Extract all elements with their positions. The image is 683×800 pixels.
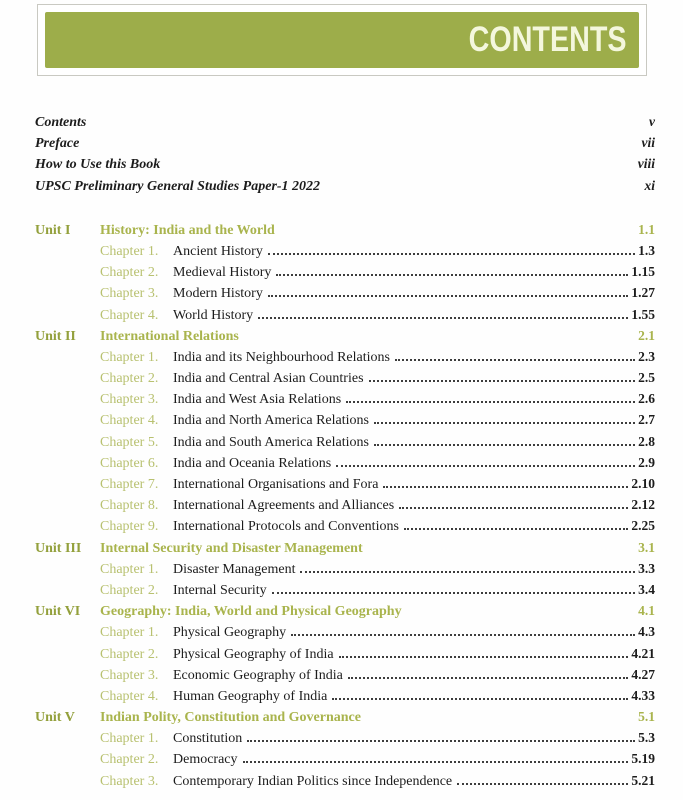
- page-number: 4.33: [631, 687, 655, 703]
- unit-title: Indian Polity, Constitution and Governance: [100, 710, 361, 726]
- chapter-row: [35, 730, 655, 751]
- chapter-row: [35, 391, 655, 412]
- front-matter-title: Contents: [35, 115, 87, 130]
- chapter-row: [35, 497, 655, 518]
- chapter-label: Chapter 4.: [100, 688, 159, 704]
- page-number: 5.21: [631, 772, 655, 788]
- dot-leader: [332, 698, 628, 700]
- chapter-title: International Agreements and Alliances: [173, 498, 395, 514]
- dot-leader: [258, 317, 628, 319]
- chapter-label: Chapter 2.: [100, 646, 159, 662]
- dot-leader: [300, 571, 635, 573]
- chapter-title: Constitution: [173, 731, 243, 747]
- unit-number: Unit II: [35, 328, 76, 344]
- chapter-title: International Organisations and Fora: [173, 477, 379, 492]
- unit-row: [35, 328, 655, 349]
- dot-leader: [336, 465, 635, 467]
- page-number: 2.7: [638, 412, 655, 428]
- chapter-title: India and Central Asian Countries: [173, 371, 364, 387]
- chapter-row: [35, 307, 655, 328]
- chapter-row: [35, 370, 655, 391]
- page-number: 4.3: [638, 624, 655, 640]
- page-number: 1.27: [631, 285, 655, 301]
- unit-row: [35, 603, 655, 624]
- dot-leader: [272, 592, 635, 594]
- page-number: 3.1: [638, 539, 655, 555]
- dot-leader: [395, 359, 635, 361]
- page-number: 4.27: [631, 666, 655, 682]
- unit-row: [35, 709, 655, 730]
- front-matter-row: [35, 156, 655, 177]
- contents-banner-bar: [45, 12, 639, 68]
- page-number: vii: [641, 135, 655, 151]
- unit-number: Unit V: [35, 710, 75, 726]
- chapter-label: Chapter 1.: [100, 625, 159, 641]
- unit-row: [35, 540, 655, 561]
- chapter-title: Human Geography of India: [173, 688, 328, 704]
- page-number: 2.25: [631, 518, 655, 534]
- dot-leader: [268, 253, 635, 255]
- front-matter-list: [35, 114, 655, 199]
- chapter-label: Chapter 8.: [100, 498, 159, 514]
- chapter-row: [35, 476, 655, 497]
- page-number: 3.3: [638, 560, 655, 576]
- chapter-title: India and West Asia Relations: [173, 392, 342, 408]
- chapter-title: Modern History: [173, 286, 263, 302]
- chapter-label: Chapter 1.: [100, 349, 159, 365]
- dot-leader: [399, 507, 628, 509]
- dot-leader: [348, 677, 628, 679]
- front-matter-row: [35, 178, 655, 199]
- chapter-label: Chapter 4.: [100, 413, 159, 429]
- page-number: viii: [637, 156, 655, 172]
- dot-leader: [457, 783, 628, 785]
- chapter-title: Economic Geography of India: [173, 667, 343, 683]
- page-number: 1.1: [638, 221, 655, 237]
- dot-leader: [374, 422, 635, 424]
- dot-leader: [404, 528, 628, 530]
- dot-leader: [369, 380, 636, 382]
- chapter-row: [35, 667, 655, 688]
- page-number: 2.6: [638, 391, 655, 407]
- page-number: 1.15: [631, 264, 655, 280]
- chapter-label: Chapter 1.: [100, 243, 159, 259]
- chapter-label: Chapter 2.: [100, 752, 159, 768]
- unit-number: Unit I: [35, 222, 71, 238]
- chapter-title: India and South America Relations: [173, 434, 369, 450]
- page-number: 3.4: [638, 581, 655, 597]
- chapter-label: Chapter 7.: [100, 477, 159, 492]
- dot-leader: [268, 295, 629, 297]
- chapter-title: India and Oceania Relations: [173, 455, 332, 471]
- chapter-label: Chapter 3.: [100, 392, 159, 408]
- chapter-row: [35, 582, 655, 603]
- chapter-title: India and North America Relations: [173, 413, 369, 429]
- chapter-row: [35, 688, 655, 709]
- dot-leader: [383, 486, 628, 488]
- chapter-title: International Protocols and Conventions: [173, 519, 399, 535]
- dot-leader: [243, 761, 629, 763]
- front-matter-title: How to Use this Book: [35, 157, 161, 173]
- chapter-title: Physical Geography of India: [173, 646, 334, 662]
- chapter-row: [35, 518, 655, 539]
- front-matter-row: [35, 114, 655, 135]
- page-number: xi: [644, 177, 655, 193]
- page-number: 4.1: [638, 603, 655, 619]
- front-matter-title: UPSC Preliminary General Studies Paper-1 2022: [35, 178, 321, 194]
- dot-leader: [247, 740, 635, 742]
- unit-title: Geography: India, World and Physical Geography: [100, 604, 402, 620]
- chapter-title: Medieval History: [173, 265, 272, 281]
- page-number: 1.3: [638, 242, 655, 258]
- page-number: 2.10: [631, 476, 655, 491]
- chapter-title: Democracy: [173, 752, 238, 768]
- unit-title: International Relations: [100, 328, 239, 344]
- chapter-title: Contemporary Indian Politics since Independence: [173, 773, 453, 789]
- front-matter-title: Preface: [35, 136, 80, 152]
- page-number: 2.3: [638, 348, 655, 364]
- chapter-title: Ancient History: [173, 243, 263, 259]
- chapter-row: [35, 646, 655, 667]
- contents-banner: [37, 4, 647, 76]
- chapter-label: Chapter 4.: [100, 307, 159, 323]
- unit-number: Unit VI: [35, 604, 81, 620]
- chapter-label: Chapter 9.: [100, 519, 159, 535]
- chapter-label: Chapter 2.: [100, 582, 159, 598]
- chapter-label: Chapter 5.: [100, 434, 159, 450]
- front-matter-row: [35, 135, 655, 156]
- page-number: 1.55: [631, 306, 655, 322]
- page-number: v: [649, 114, 655, 129]
- page-number: 5.19: [631, 751, 655, 767]
- chapter-label: Chapter 3.: [100, 773, 159, 789]
- chapter-label: Chapter 3.: [100, 667, 159, 683]
- dot-leader: [374, 444, 635, 446]
- chapter-title: Disaster Management: [173, 561, 296, 577]
- chapter-title: India and its Neighbourhood Relations: [173, 349, 390, 365]
- page-number: 2.12: [631, 497, 655, 513]
- page-number: 5.1: [638, 709, 655, 725]
- chapter-label: Chapter 2.: [100, 371, 159, 387]
- unit-title: Internal Security and Disaster Management: [100, 540, 363, 556]
- chapter-label: Chapter 6.: [100, 455, 159, 471]
- page-number: 4.21: [631, 645, 655, 661]
- chapter-row: [35, 434, 655, 455]
- chapter-label: Chapter 2.: [100, 265, 159, 281]
- chapter-title: World History: [173, 307, 254, 323]
- chapter-label: Chapter 1.: [100, 731, 159, 747]
- page-title: CONTENTS: [468, 20, 626, 59]
- page-number: 5.3: [638, 730, 655, 746]
- chapter-row: [35, 412, 655, 433]
- chapter-row: [35, 455, 655, 476]
- chapter-row: [35, 773, 655, 794]
- unit-title: History: India and the World: [100, 222, 275, 238]
- chapter-row: [35, 285, 655, 306]
- chapter-row: [35, 751, 655, 772]
- table-of-contents: [35, 114, 655, 794]
- chapter-row: [35, 349, 655, 370]
- chapter-title: Internal Security: [173, 582, 267, 598]
- unit-number: Unit III: [35, 540, 82, 556]
- chapter-row: [35, 243, 655, 264]
- chapter-row: [35, 561, 655, 582]
- page-number: 2.1: [638, 327, 655, 343]
- dot-leader: [346, 401, 635, 403]
- dot-leader: [339, 656, 629, 658]
- chapter-title: Physical Geography: [173, 625, 287, 641]
- units-list: [35, 222, 655, 794]
- page-number: 2.9: [638, 454, 655, 470]
- dot-leader: [276, 274, 628, 276]
- chapter-row: [35, 624, 655, 645]
- dot-leader: [291, 634, 635, 636]
- chapter-label: Chapter 3.: [100, 286, 159, 302]
- page-number: 2.8: [638, 433, 655, 449]
- chapter-label: Chapter 1.: [100, 561, 159, 577]
- chapter-row: [35, 264, 655, 285]
- page-number: 2.5: [638, 370, 655, 386]
- unit-row: [35, 222, 655, 243]
